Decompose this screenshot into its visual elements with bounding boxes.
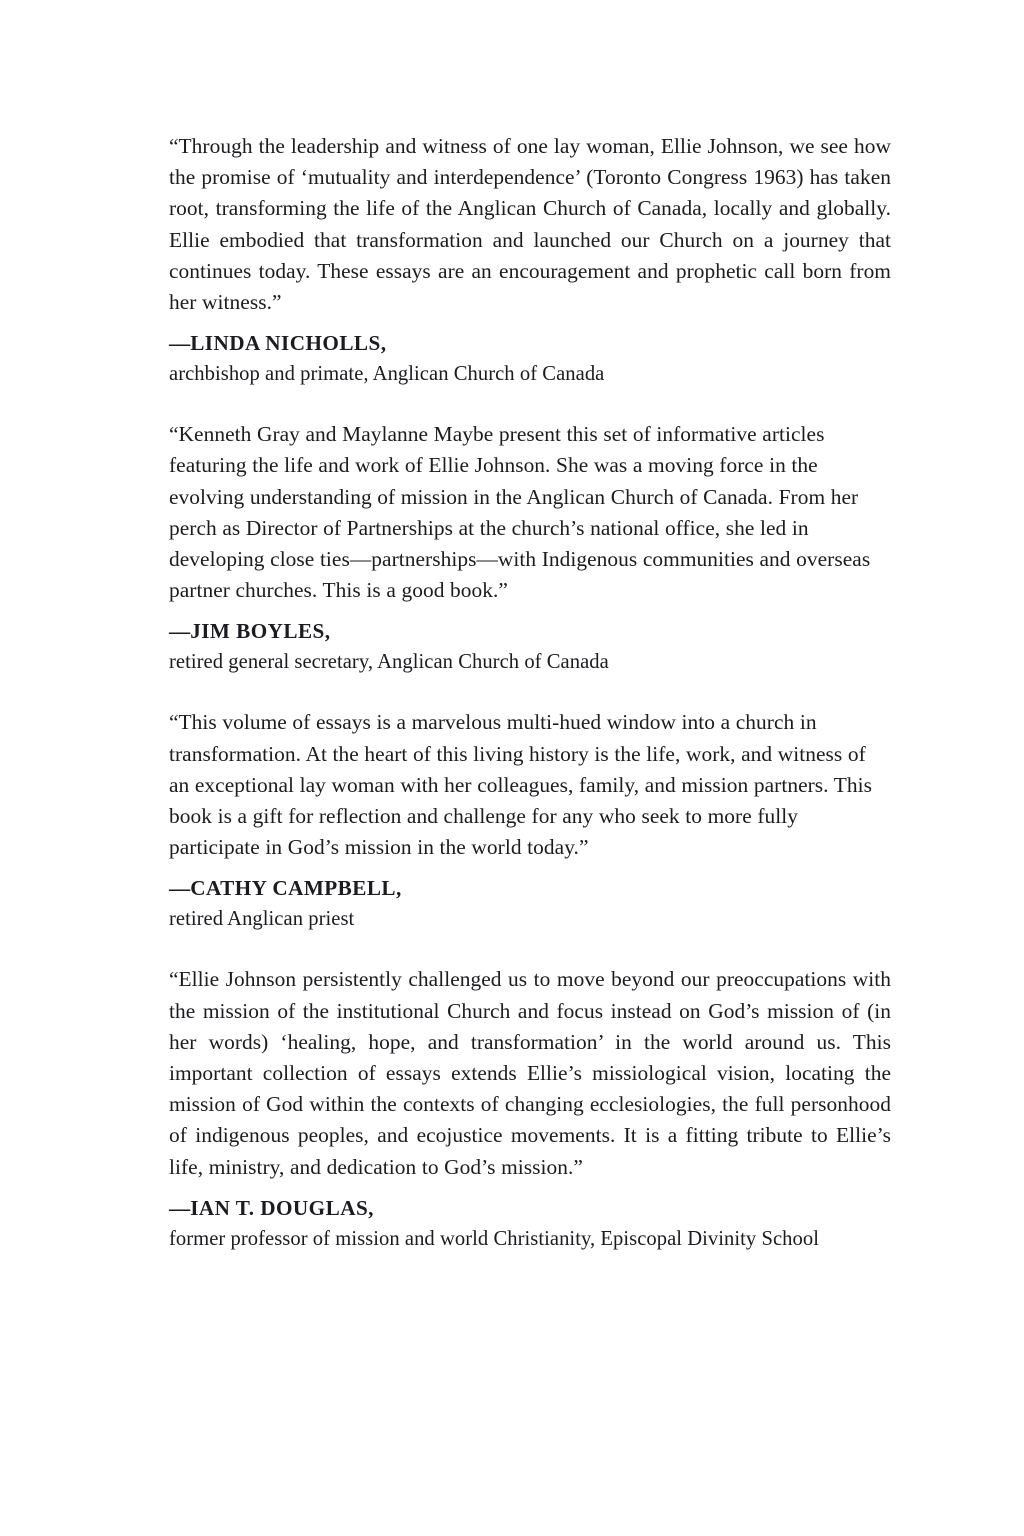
blurb-quote-text: “Kenneth Gray and Maylanne Maybe present this set of informative articles featuring the life and work of Ellie Johnson. She was a moving force in the evolving understanding of mission in the Anglican Church of Canada. From her perch as Director of Partnerships at the church’s national office, she led in developing close ties—partnerships—with Indigenous communities and overseas partner churches. This is a good book.” [169,422,871,603]
blurb-attribution [169,616,891,678]
em-dash-glyph: — [169,331,190,356]
blurb-campbell [169,707,891,935]
attribution-role: retired Anglican priest [169,908,355,931]
attribution-name: CATHY CAMPBELL, [190,876,402,901]
praise-blurbs-container [169,131,891,1255]
attribution-role: archbishop and primate, Anglican Church of Canada [169,363,605,386]
attribution-name-line [169,328,891,358]
attribution-name: LINDA NICHOLLS, [190,331,387,356]
attribution-name-line [169,1193,891,1223]
blurb-attribution [169,328,891,390]
blurb-douglas [169,964,891,1254]
attribution-name-line [169,873,891,903]
attribution-role: former professor of mission and world Christianity, Episcopal Divinity School [169,1227,819,1250]
em-dash-glyph: — [169,619,190,644]
blurb-attribution [169,873,891,935]
attribution-role: retired general secretary, Anglican Church of Canada [169,651,609,674]
blurb-quote-text: “Ellie Johnson persistently challenged us to move beyond our preoccupations with the mission of the institutional Church and focus instead on God’s mission of (in her words) ‘healing, hope, and transformation’ in the world around us. This important collection of essays extends Ellie’s missiological vision, locating the mission of God within the contexts of changing ecclesiologies, the full personhood of indigenous peoples, and ecojustice movements. It is a fitting tribute to Ellie’s life, ministry, and dedication to God’s mission.” [169,967,891,1179]
blurb-quote-text: “This volume of essays is a marvelous multi-hued window into a church in transformation. At the heart of this living history is the life, work, and witness of an exceptional lay woman with her colleagues, family, and mission partners. This book is a gift for reflection and challenge for any who seek to more fully participate in God’s mission in the world today.” [169,710,872,860]
blurb-attribution [169,1193,891,1255]
em-dash-glyph: — [169,876,190,901]
attribution-name: IAN T. DOUGLAS, [190,1195,374,1220]
blurb-boyles [169,419,891,678]
blurb-nicholls [169,131,891,390]
attribution-name-line [169,616,891,646]
em-dash-glyph: — [169,1195,190,1220]
attribution-name: JIM BOYLES, [190,619,331,644]
blurb-quote-text: “Through the leadership and witness of one lay woman, Ellie Johnson, we see how the promise of ‘mutuality and interdependence’ (Toronto Congress 1963) has taken root, transforming the life of the Anglican Church of Canada, locally and globally. Ellie embodied that transformation and launched our Church on a journey that continues today. These essays are an encouragement and prophetic call born from her witness.” [169,134,891,315]
